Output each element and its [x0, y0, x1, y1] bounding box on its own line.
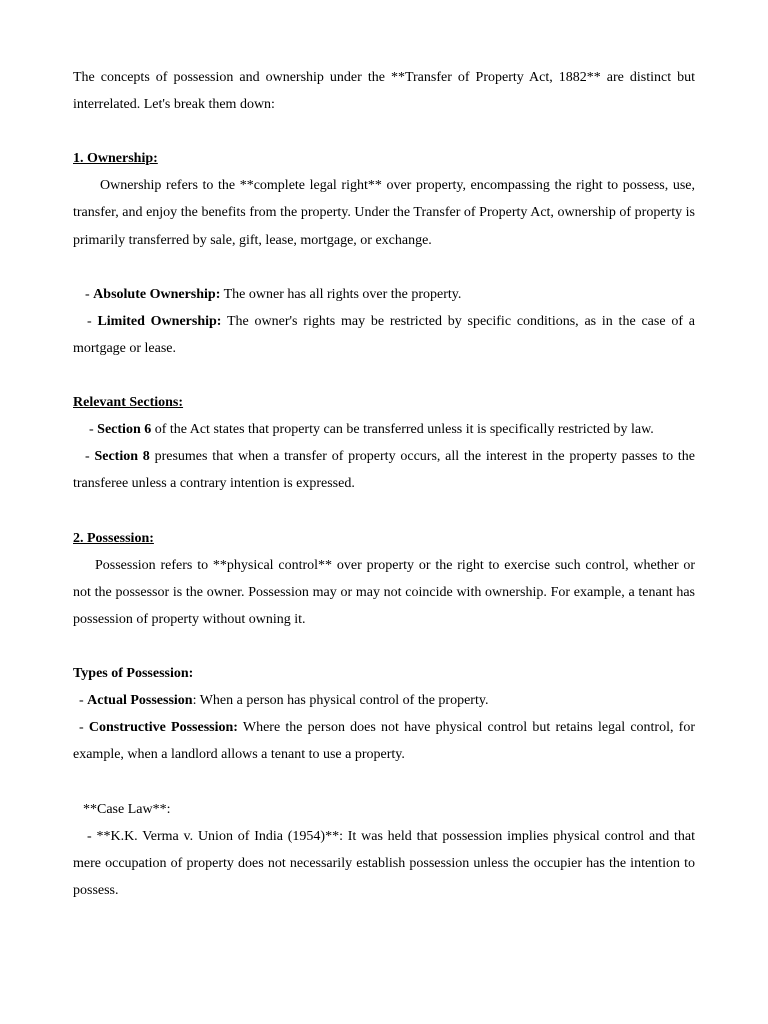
spacer [73, 633, 695, 660]
list-term: Actual Possession [87, 693, 193, 709]
list-dash: - [87, 313, 98, 329]
list-term: Section 8 [94, 449, 150, 465]
spacer [73, 498, 695, 525]
spacer [73, 118, 695, 145]
list-text: : When a person has physical control of the property. [192, 693, 489, 709]
list-text: Where the person does not have physical control but retains legal control, for example, when a landlord allows a tenant to use a property. [73, 720, 695, 763]
intro-paragraph: The concepts of possession and ownership under the **Transfer of Property Act, 1882** are distinct but interrelated. Let's break them down: [73, 70, 695, 113]
types-list-item [73, 714, 695, 768]
list-text: The owner's rights may be restricted by specific conditions, as in the case of a mortgage or lease. [73, 313, 695, 356]
list-dash: - [79, 693, 88, 709]
possession-heading: 2. Possession: [73, 530, 154, 546]
ownership-list-item [73, 308, 695, 362]
list-term: Section 6 [97, 422, 152, 438]
list-text: The owner has all rights over the property. [220, 286, 462, 302]
ownership-paragraph: Ownership refers to the **complete legal right** over property, encompassing the right to possess, use, transfer, and enjoy the benefits from the property. Under the Transfer of Property Act, ownership of property is primarily transferred by sale, gift, lease, mortgage, or exchange. [73, 178, 695, 248]
list-term: Absolute Ownership: [93, 286, 221, 302]
ownership-heading: 1. Ownership: [73, 151, 158, 167]
types-list-item [73, 687, 695, 714]
ownership-list-item [73, 281, 695, 308]
spacer [73, 254, 695, 281]
list-term: Constructive Possession: [88, 720, 238, 736]
list-dash: - [79, 720, 89, 736]
sections-list-item [73, 443, 695, 497]
caselaw-item: - **K.K. Verma v. Union of India (1954)**: It was held that possession implies physical control and that mere occupation of property does not necessarily establish possession unless the occupier has the intention to possess. [73, 828, 695, 898]
list-dash: - [89, 422, 98, 438]
spacer [73, 768, 695, 795]
types-heading: Types of Possession: [73, 666, 194, 682]
sections-heading: Relevant Sections: [73, 395, 184, 411]
possession-paragraph: Possession refers to **physical control** over property or the right to exercise such control, whether or not the possessor is the owner. Possession may or may not coincide with ownership. For example, a tenant has possession of property without owning it. [73, 557, 695, 627]
list-term: Limited Ownership: [97, 313, 222, 329]
spacer [73, 362, 695, 389]
caselaw-heading: **Case Law**: [83, 801, 171, 817]
list-text: of the Act states that property can be transferred unless it is specifically restricted by law. [151, 422, 654, 438]
list-dash: - [85, 449, 95, 465]
sections-list-item [73, 416, 695, 443]
list-dash: - [85, 286, 94, 302]
document-page [73, 64, 695, 904]
list-text: presumes that when a transfer of property occurs, all the interest in the property passes to the transferee unless a contrary intention is expressed. [73, 449, 695, 492]
